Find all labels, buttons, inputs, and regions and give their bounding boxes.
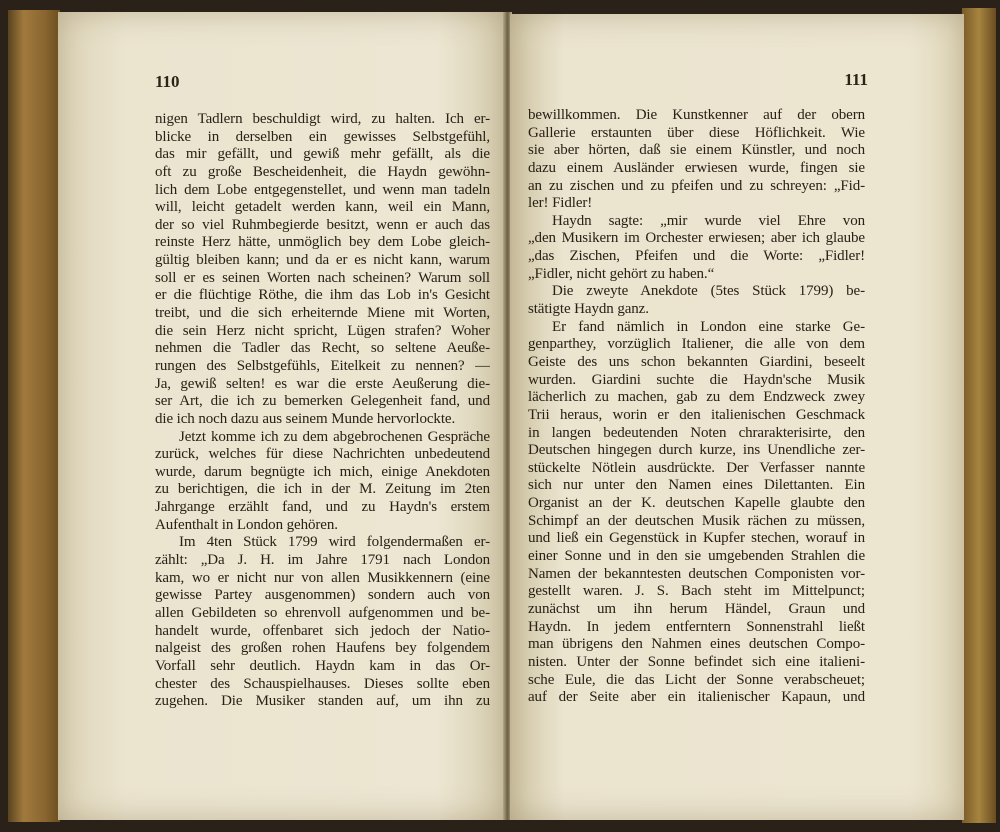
text-line: handelt wurde, offenbaret sich jedoch der Natio-: [155, 622, 490, 639]
text-line: treibt, und die sich erheiternde Miene mit Worten,: [155, 305, 490, 322]
text-line: nigen Tadlern beschuldigt wird, zu halten. Ich er-: [155, 111, 490, 127]
text-line: zunächst um ihn herum Händel, Graun und: [528, 600, 865, 617]
text-line: gestellt waren. J. S. Bach steht im Mittelpunct;: [528, 583, 865, 600]
text-line: Trii heraus, worin er den italienischen Geschmack: [528, 406, 865, 423]
page-text: [528, 107, 865, 707]
text-line: sich nur unter den Namen eines Dilettanten. Ein: [528, 477, 865, 494]
text-line: blicke in derselben ein gewisses Selbstgefühl,: [155, 128, 490, 145]
text-line: Gallerie erstaunten über diese Höflichkeit. Wie: [528, 124, 865, 141]
text-line: Namen der bekanntesten deutschen Componisten vor-: [528, 565, 865, 582]
text-line: sie aber hörten, daß sie einem Künstler, und noch: [528, 142, 865, 159]
text-line: der so viel Ruhmbegierde besitzt, wenn er auch das: [155, 216, 490, 233]
text-line: bewillkommen. Die Kunstkenner auf der obern: [528, 107, 865, 123]
text-line: wurden. Giardini suchte die Haydn'sche Musik: [528, 371, 865, 388]
text-line: zu berichtigen, die ich in der M. Zeitung im 2ten: [155, 481, 490, 498]
text-line: oft zu große Bescheidenheit, die Haydn gewöhn-: [155, 163, 490, 180]
text-line: die ich noch dazu aus seinem Munde hervorlockte.: [155, 410, 456, 427]
text-line: stückelte Nötlein ausdrückte. Der Verfasser nannte: [528, 459, 865, 476]
text-line: rungen des Selbstgefühls, Eitelkeit zu nennen? —: [155, 357, 490, 374]
text-line: das mir gefällt, und gewiß mehr gefällt, als die: [155, 146, 490, 163]
text-line: gewisse Partey ausgenommen) sondern auch von: [155, 587, 490, 604]
text-line: die sein Herz nicht spricht, Lügen strafen? Woher: [155, 322, 490, 339]
text-line: ser Art, die ich zu bemerken Gelegenheit fand, und: [155, 393, 490, 410]
text-line: zählt: „Da J. H. im Jahre 1791 nach London: [155, 552, 490, 569]
book-cover-left-edge: [8, 10, 60, 822]
text-line: „den Musikern im Orchester erwiesen; aber ich glaube: [528, 230, 865, 247]
text-line: einer Sonne und in den sie umgebenden Strahlen die: [528, 548, 865, 565]
page-number: 111: [844, 70, 868, 89]
text-line: chester des Schauspielhauses. Dieses sollte eben: [155, 675, 490, 692]
text-line: man übrigens den Nahmen eines deutschen Compo-: [528, 636, 865, 653]
text-line: will, leicht getadelt werden kann, weil ein Mann,: [155, 199, 490, 216]
text-line: und ließ ein Gegenstück in Kupfer stechen, worauf in: [528, 530, 865, 547]
right-page: [510, 14, 964, 820]
text-line: reinste Herz hätte, unmöglich bey dem Lobe gleich-: [155, 234, 490, 251]
text-line: zugehen. Die Musiker standen auf, um ihn zu: [155, 693, 490, 710]
book-cover-right-edge: [962, 8, 996, 823]
text-line: Haydn. In jedem entferntern Sonnenstrahl ließt: [528, 618, 865, 635]
text-line: wurde, darum begnügte ich mich, einige Anekdoten: [155, 463, 490, 480]
text-line: Organist an der K. deutschen Kapelle glaubte den: [528, 495, 865, 512]
text-line: Schimpf an der deutschen Musik rächen zu müssen,: [528, 512, 865, 529]
text-line: „das Zischen, Pfeifen und die Worte: „Fidler!: [528, 248, 865, 265]
text-line: lich dem Lobe entgegenstellet, und wenn man tadeln: [155, 181, 490, 198]
text-line: nalgeist des großen rohen Haufens bey folgendem: [155, 640, 490, 657]
text-line: nisten. Unter der Sonne befindet sich eine italieni-: [528, 653, 865, 670]
text-line: Ja, gewiß selten! es war die erste Aeußerung die-: [155, 375, 490, 392]
text-line: Jetzt komme ich zu dem abgebrochenen Gespräche: [179, 428, 490, 445]
page-text: [155, 111, 490, 711]
text-line: genparthey, vorzüglich Italiener, die alle von dem: [528, 336, 865, 353]
text-line: Haydn sagte: „mir wurde viel Ehre von: [552, 212, 865, 229]
text-line: Er fand nämlich in London eine starke Ge-: [552, 318, 865, 335]
text-line: an zu zischen und zu pfeifen und zu schreyen: „Fid-: [528, 177, 865, 194]
text-line: allen Gebildeten so ehrenvoll aufgenommen und be-: [155, 604, 490, 621]
text-line: Vorfall sehr deutlich. Haydn kam in das Or-: [155, 657, 490, 674]
text-line: auf der Seite aber ein italienischer Kapaun, und: [528, 689, 865, 706]
text-line: sche Eule, die das Licht der Sonne verabscheuet;: [528, 671, 865, 688]
text-line: stätigte Haydn ganz.: [528, 301, 649, 318]
text-line: zurück, welches für diese Nachrichten unbedeutend: [155, 446, 490, 463]
text-line: gültig bleiben kann; und da er es nicht kann, warum: [155, 252, 490, 269]
left-page: [58, 12, 505, 820]
text-line: soll er es seinen Worten nach scheinen? Warum soll: [155, 269, 490, 286]
text-line: kam, wo er nicht nur von allen Musikkennern (eine: [155, 569, 490, 586]
text-line: Geiste des uns schon bekannten Giardini, beseelt: [528, 353, 865, 370]
text-line: Die zweyte Anekdote (5tes Stück 1799) be-: [552, 283, 865, 300]
text-line: er die flüchtige Röthe, die ihm das Lob in's Gesicht: [155, 287, 490, 304]
text-line: lächerlich zu machen, gab zu dem Endzweck zwey: [528, 389, 865, 406]
text-line: Aufenthalt in London gehören.: [155, 516, 338, 533]
text-line: Jahrgange erzählt fand, und zu Haydn's erstem: [155, 499, 490, 516]
text-line: in langen bedeutenden Noten chrarakterisirte, den: [528, 424, 865, 441]
page-number: 110: [155, 72, 180, 91]
text-line: ler! Fidler!: [528, 195, 593, 212]
text-line: Deutschen hingegen durch kurze, ins Unendliche zer-: [528, 442, 865, 459]
text-line: nehmen die Tadler das Recht, so seltene Aeuße-: [155, 340, 490, 357]
text-line: „Fidler, nicht gehört zu haben.“: [528, 265, 715, 282]
text-line: Im 4ten Stück 1799 wird folgendermaßen er-: [179, 534, 490, 551]
text-line: dazu einem Ausländer erwiesen wurde, fingen sie: [528, 159, 865, 176]
